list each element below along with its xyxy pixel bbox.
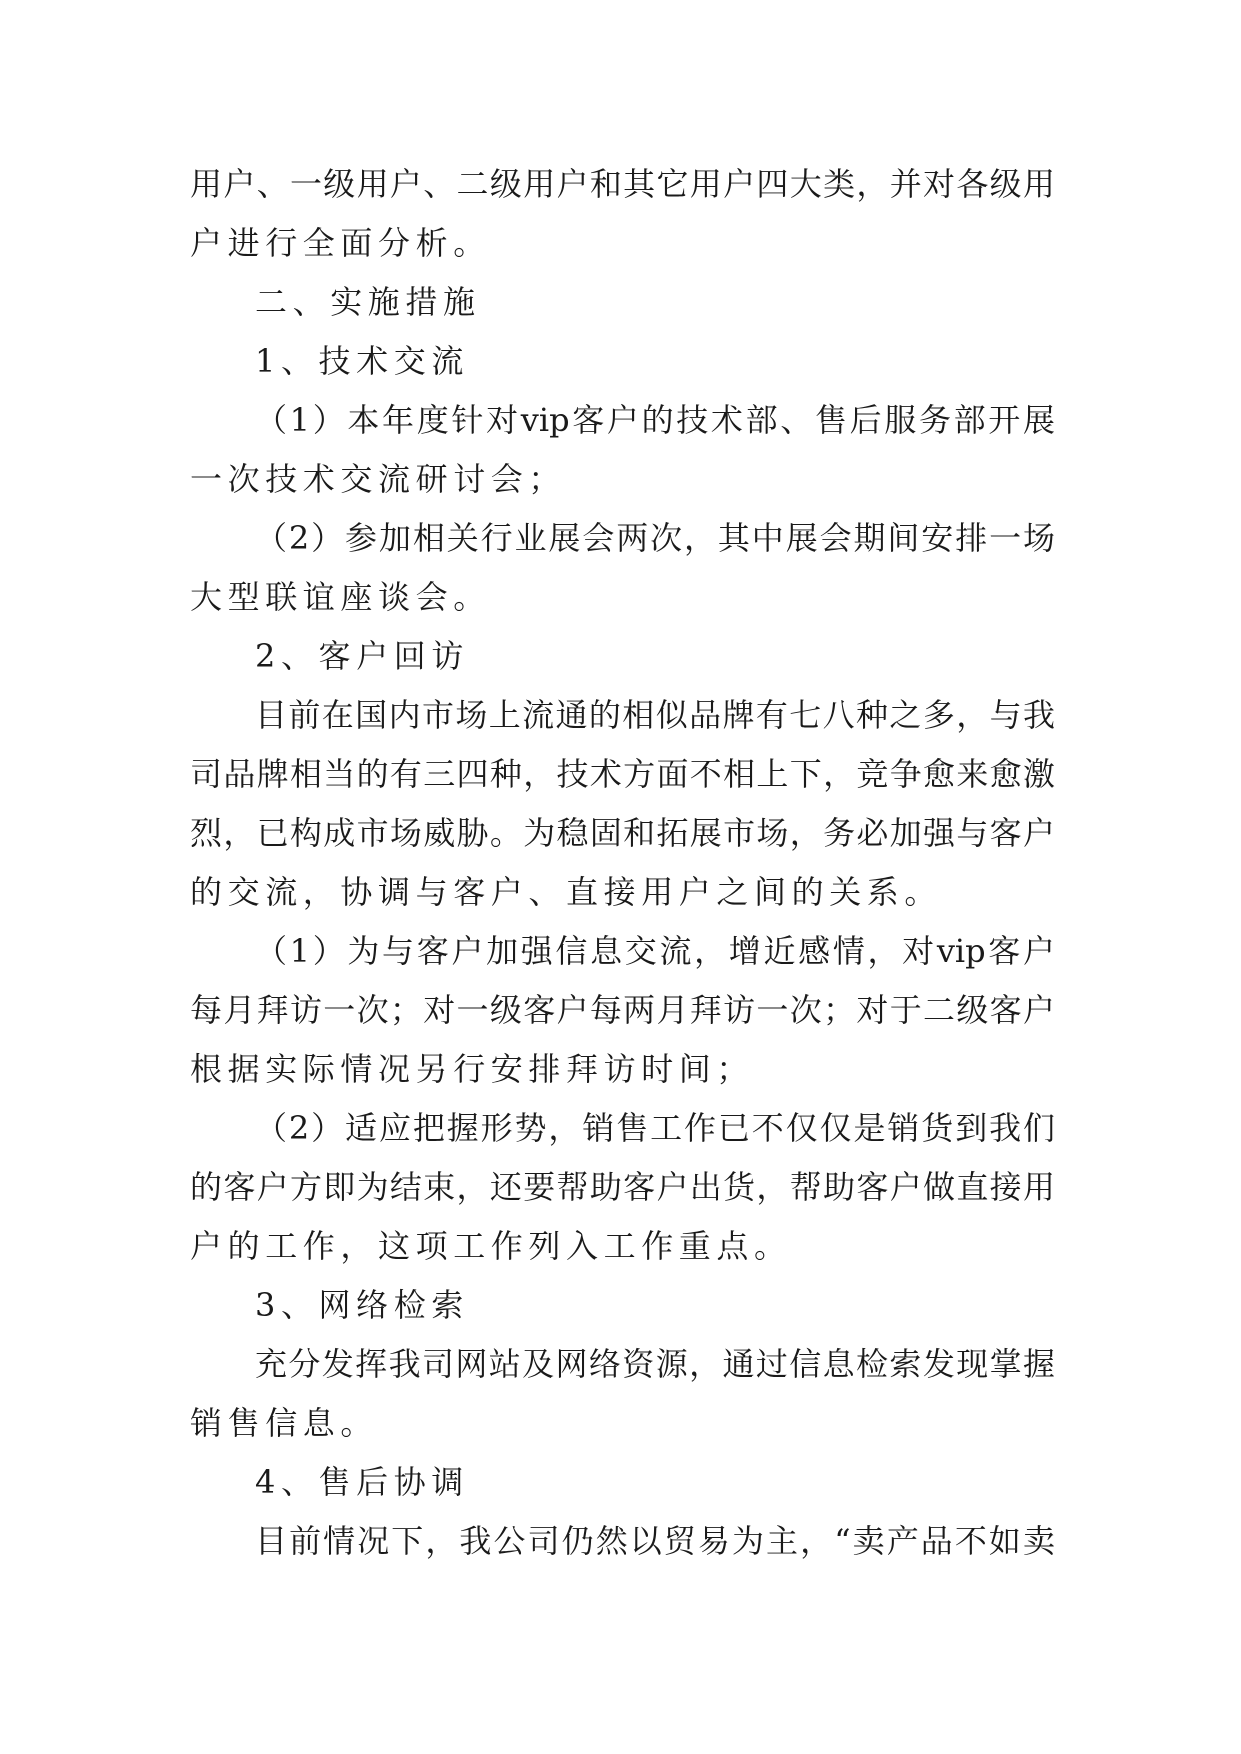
list-item-line: （2）参加相关行业展会两次，其中展会期间安排一场 [255,519,1055,557]
list-item-line: 的客户方即为结束，还要帮助客户出货，帮助客户做直接用 [190,1168,1055,1206]
list-item-line: 户的工作，这项工作列入工作重点。 [190,1227,792,1265]
paragraph-line: 户进行全面分析。 [190,224,491,262]
section-heading: 二、实施措施 [255,283,481,321]
list-item-line: 每月拜访一次；对一级客户每两月拜访一次；对于二级客户 [190,991,1055,1029]
list-item-line: （1）为与客户加强信息交流，增近感情，对vip客户 [255,932,1055,970]
list-item-line: 根据实际情况另行安排拜访时间； [190,1050,755,1088]
paragraph-line: 的交流，协调与客户、直接用户之间的关系。 [190,873,943,911]
paragraph-line: 销售信息。 [190,1404,379,1442]
paragraph-line: 司品牌相当的有三四种，技术方面不相上下，竞争愈来愈激 [190,755,1055,793]
paragraph-line: 充分发挥我司网站及网络资源，通过信息检索发现掌握 [255,1345,1055,1383]
list-item-line: （1）本年度针对vip客户的技术部、售后服务部开展 [255,401,1055,439]
list-item-line: （2）适应把握形势，销售工作已不仅仅是销货到我们 [255,1109,1055,1147]
paragraph-line: 用户、一级用户、二级用户和其它用户四大类，并对各级用 [190,165,1055,203]
subsection-heading: 4、售后协调 [255,1463,469,1501]
list-item-line: 大型联谊座谈会。 [190,578,491,616]
paragraph-line: 烈，已构成市场威胁。为稳固和拓展市场，务必加强与客户 [190,814,1055,852]
subsection-heading: 2、客户回访 [255,637,469,675]
paragraph-line: 目前情况下，我公司仍然以贸易为主，“卖产品不如卖 [255,1522,1055,1560]
paragraph-line: 目前在国内市场上流通的相似品牌有七八种之多，与我 [255,696,1055,734]
subsection-heading: 1、技术交流 [255,342,469,380]
list-item-line: 一次技术交流研讨会； [190,460,567,498]
subsection-heading: 3、网络检索 [255,1286,469,1324]
